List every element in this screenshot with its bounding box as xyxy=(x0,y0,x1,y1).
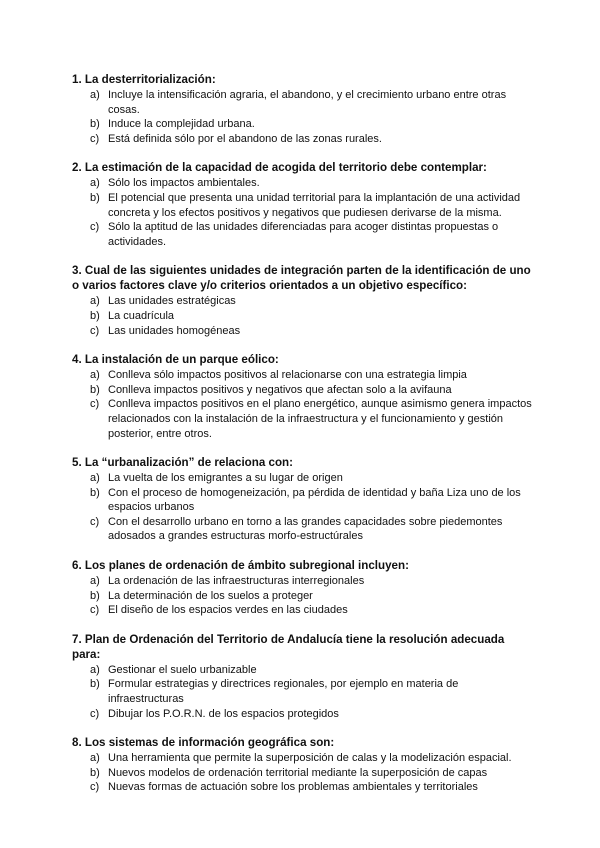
option-text: La ordenación de las infraestructuras interregionales xyxy=(108,575,365,588)
option-letter: b) xyxy=(90,383,100,396)
option-text: Una herramienta que permite la superposición de calas y la modelización espacial. xyxy=(108,752,512,765)
option-letter: b) xyxy=(90,191,100,204)
option-letter: c) xyxy=(90,707,100,720)
option-letter: c) xyxy=(90,604,100,617)
answer-option xyxy=(72,515,532,544)
option-letter: b) xyxy=(90,678,100,691)
option-text: El diseño de los espacios verdes en las ciudades xyxy=(108,604,348,617)
option-letter: b) xyxy=(90,486,100,499)
answer-option xyxy=(72,677,532,706)
question-title: 7. Plan de Ordenación del Territorio de Andalucía tiene la resolución adecuada para: xyxy=(72,632,505,661)
option-text: Formular estrategias y directrices regionales, por ejemplo en materia de infraestructuras xyxy=(108,678,459,706)
question-7 xyxy=(72,632,532,721)
option-text: Induce la complejidad urbana. xyxy=(108,118,255,131)
answer-option xyxy=(72,589,532,604)
option-text: Conlleva impactos positivos en el plano energético, aunque asimismo genera impactos relacionados con la instalación de la infraestructura y el funcionamiento y gestión posterior, entre otros. xyxy=(108,398,532,440)
option-letter: b) xyxy=(90,309,100,322)
answer-option xyxy=(72,294,532,309)
question-title: 5. La “urbanalización” de relaciona con: xyxy=(72,456,293,470)
option-text: Conlleva impactos positivos y negativos que afectan solo a la avifauna xyxy=(108,383,452,396)
option-letter: a) xyxy=(90,369,100,382)
option-text: Nuevos modelos de ordenación territorial mediante la superposición de capas xyxy=(108,766,488,779)
question-1 xyxy=(72,72,532,146)
option-letter: c) xyxy=(90,781,100,794)
answer-option xyxy=(72,176,532,191)
answer-option xyxy=(72,132,532,147)
option-letter: a) xyxy=(90,295,100,308)
document-page xyxy=(72,72,532,809)
answer-option xyxy=(72,220,532,249)
option-letter: a) xyxy=(90,575,100,588)
answer-option xyxy=(72,603,532,618)
question-title: 4. La instalación de un parque eólico: xyxy=(72,353,279,367)
question-title: 6. Los planes de ordenación de ámbito subregional incluyen: xyxy=(72,559,409,573)
option-text: Con el proceso de homogeneización, pa pérdida de identidad y baña Liza uno de los espacios urbanos xyxy=(108,486,521,514)
question-4 xyxy=(72,352,532,441)
question-2 xyxy=(72,160,532,249)
answer-option xyxy=(72,574,532,589)
option-letter: b) xyxy=(90,589,100,602)
answer-option xyxy=(72,191,532,220)
question-title: 1. La desterritorialización: xyxy=(72,73,216,86)
question-3 xyxy=(72,263,532,338)
option-letter: c) xyxy=(90,221,100,234)
option-letter: a) xyxy=(90,663,100,676)
option-text: La cuadrícula xyxy=(108,309,175,322)
answer-option xyxy=(72,309,532,324)
answer-option xyxy=(72,663,532,678)
option-text: Conlleva sólo impactos positivos al relacionarse con una estrategia limpia xyxy=(108,369,467,382)
question-title: 3. Cual de las siguientes unidades de integración parten de la identificación de uno o varios factores clave y/o criterios orientados a un objetivo específico: xyxy=(72,264,531,293)
answer-option xyxy=(72,471,532,486)
option-text: Con el desarrollo urbano en torno a las grandes capacidades sobre piedemontes adosados a grandes estructuras morfo-estructúrales xyxy=(108,515,503,543)
option-letter: a) xyxy=(90,177,100,190)
option-text: Incluye la intensificación agraria, el abandono, y el crecimiento urbano entre otras cosas. xyxy=(108,89,507,116)
option-text: Las unidades homogéneas xyxy=(108,324,241,337)
option-letter: a) xyxy=(90,752,100,765)
answer-option xyxy=(72,383,532,398)
answer-option xyxy=(72,486,532,515)
option-text: Gestionar el suelo urbanizable xyxy=(108,663,257,676)
option-letter: b) xyxy=(90,766,100,779)
option-text: Dibujar los P.O.R.N. de los espacios protegidos xyxy=(108,707,339,720)
option-text: Sólo la aptitud de las unidades diferenciadas para acoger distintas propuestas o actividades. xyxy=(108,221,499,248)
answer-option xyxy=(72,780,532,795)
option-letter: c) xyxy=(90,324,100,337)
question-6 xyxy=(72,558,532,618)
option-letter: c) xyxy=(90,515,100,528)
answer-option xyxy=(72,88,532,117)
question-5 xyxy=(72,455,532,544)
answer-option xyxy=(72,117,532,132)
question-8 xyxy=(72,735,532,795)
answer-option xyxy=(72,324,532,339)
option-text: El potencial que presenta una unidad territorial para la implantación de una actividad concreta y los efectos positivos y negativos que pudiesen derivarse de la misma. xyxy=(108,191,521,219)
option-letter: a) xyxy=(90,89,100,101)
option-letter: c) xyxy=(90,398,100,411)
option-letter: b) xyxy=(90,118,100,131)
option-text: Las unidades estratégicas xyxy=(108,295,236,308)
answer-option xyxy=(72,368,532,383)
answer-option xyxy=(72,766,532,781)
option-text: Está definida sólo por el abandono de las zonas rurales. xyxy=(108,132,382,145)
option-letter: a) xyxy=(90,472,100,485)
question-title: 8. Los sistemas de información geográfica son: xyxy=(72,736,335,750)
answer-option xyxy=(72,397,532,441)
option-text: Sólo los impactos ambientales. xyxy=(108,177,260,190)
option-text: La vuelta de los emigrantes a su lugar de origen xyxy=(108,472,343,485)
answer-option xyxy=(72,707,532,722)
option-letter: c) xyxy=(90,132,100,145)
option-text: La determinación de los suelos a proteger xyxy=(108,589,313,602)
question-title: 2. La estimación de la capacidad de acogida del territorio debe contemplar: xyxy=(72,161,487,175)
answer-option xyxy=(72,751,532,766)
option-text: Nuevas formas de actuación sobre los problemas ambientales y territoriales xyxy=(108,781,478,794)
